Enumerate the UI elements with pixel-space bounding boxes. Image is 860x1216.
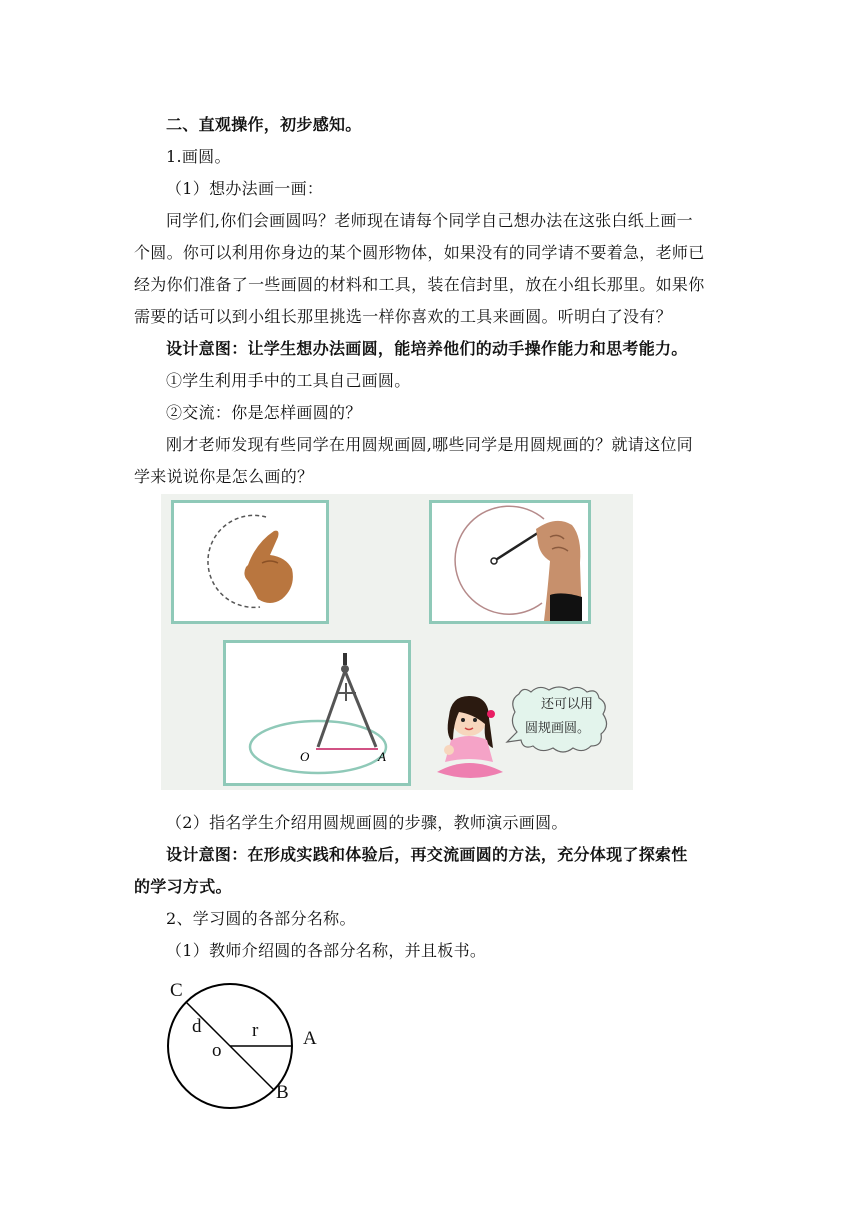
sub-heading-compass-steps: （2）指名学生介绍用圆规画圆的步骤，教师演示画圆。 <box>166 813 568 832</box>
item-heading-circle-parts: 2、学习圆的各部分名称。 <box>166 909 356 928</box>
design-intent-1: 设计意图：让学生想办法画圆，能培养他们的动手操作能力和思考能力。 <box>166 339 688 358</box>
step-2: ②交流：你是怎样画圆的？ <box>166 403 362 422</box>
paragraph-line: 同学们,你们会画圆吗？老师现在请每个同学自己想办法在这张白纸上画一 <box>166 211 693 230</box>
finger-drawing-panel <box>171 500 329 624</box>
paragraph-line: 需要的话可以到小组长那里挑选一样你喜欢的工具来画圆。听明白了没有？ <box>134 307 672 326</box>
paragraph-line: 刚才老师发现有些同学在用圆规画圆,哪些同学是用圆规画的？就请这位同 <box>166 435 693 454</box>
paragraph-line: 学来说说你是怎么画的？ <box>134 467 314 486</box>
paragraph-line: 经为你们准备了一些画圆的材料和工具，装在信封里，放在小组长那里。如果你 <box>134 275 705 294</box>
point-c-label: C <box>170 980 183 1001</box>
point-b-label: B <box>276 1082 289 1103</box>
compass-icon <box>318 653 376 747</box>
section-heading: 二、直观操作，初步感知。 <box>166 115 362 134</box>
item-heading-draw-circle: 1.画圆。 <box>166 147 231 166</box>
compass-point-o-label: O <box>300 749 310 764</box>
center-o-label: o <box>212 1040 222 1061</box>
design-intent-line: 的学习方式。 <box>134 877 232 896</box>
sub-heading-teacher-intro: （1）教师介绍圆的各部分名称，并且板书。 <box>166 941 487 960</box>
sub-heading-try-drawing: （1）想办法画一画： <box>166 179 324 198</box>
step-1: ①学生利用手中的工具自己画圆。 <box>166 371 411 390</box>
hand-pointing-icon <box>244 531 292 603</box>
girl-icon <box>437 696 503 778</box>
speech-bubble-icon <box>507 687 607 752</box>
compass-point-a-label: A <box>378 749 386 764</box>
point-a-label: A <box>303 1028 317 1049</box>
circle-parts-diagram <box>160 976 340 1116</box>
drawing-methods-illustration <box>161 494 633 790</box>
girl-with-speech-bubble <box>423 684 633 788</box>
compass-drawing-panel <box>429 500 591 624</box>
paragraph-line: 个圆。你可以利用你身边的某个圆形物体，如果没有的同学请不要着急，老师已 <box>134 243 705 262</box>
radius-label: r <box>252 1020 259 1041</box>
design-intent-line: 设计意图：在形成实践和体验后，再交流画圆的方法，充分体现了探索性 <box>166 845 688 864</box>
compass-diagram-panel <box>223 640 411 786</box>
diameter-label: d <box>192 1016 202 1037</box>
hand-holding-compass-icon <box>536 521 582 621</box>
speech-line-2: 圆规画圆。 <box>525 721 591 736</box>
speech-line-1: 还可以用 <box>541 697 594 712</box>
